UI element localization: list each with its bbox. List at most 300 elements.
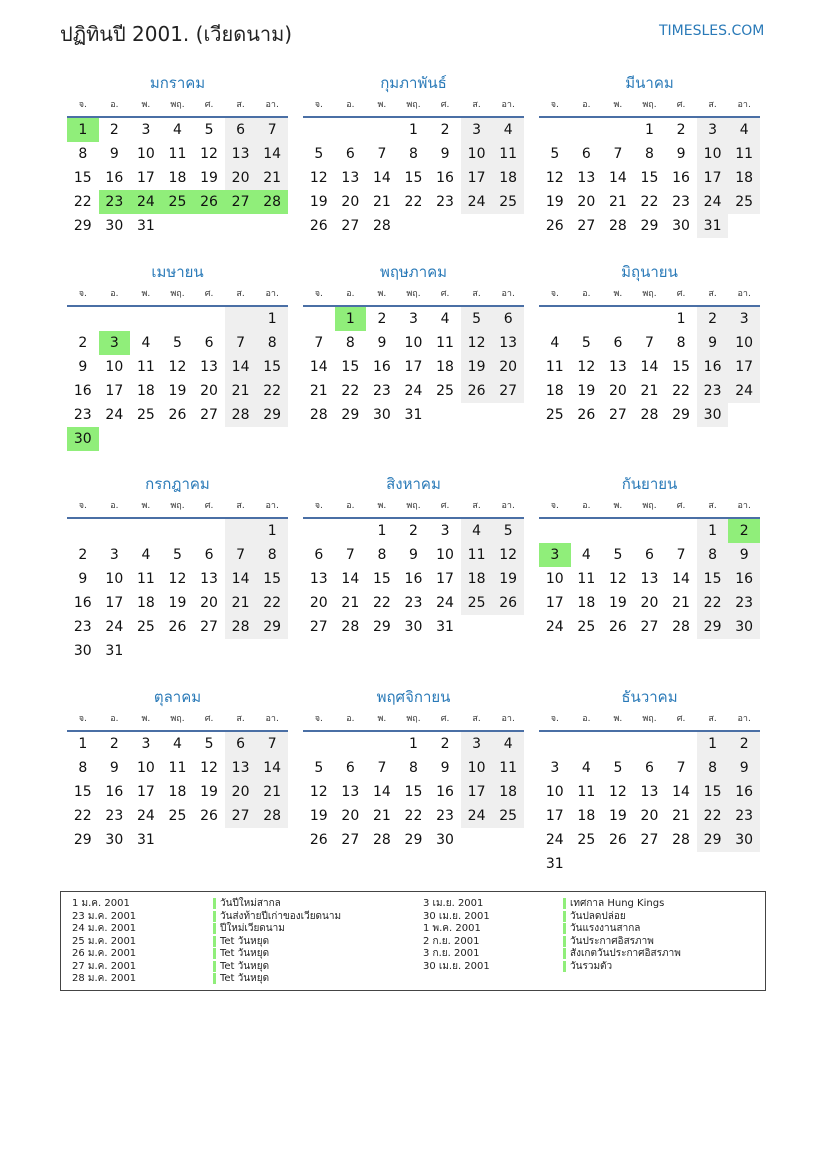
day-cell: 27 <box>577 218 596 234</box>
day-cell: 31 <box>136 832 155 848</box>
day-cell: 14 <box>225 567 257 591</box>
day-cell: 28 <box>672 832 690 848</box>
day-cell: 13 <box>492 331 524 355</box>
day-cell: 23 <box>436 194 454 210</box>
day-cell: 28 <box>225 615 257 639</box>
day-cell: 11 <box>492 142 524 166</box>
day-cell: 16 <box>672 170 690 186</box>
day-cell: 15 <box>372 571 391 587</box>
day-cell: 13 <box>577 170 596 186</box>
day-cell: 7 <box>256 732 288 756</box>
legend-dates-col1 <box>72 898 136 986</box>
day-cell: 24 <box>461 804 493 828</box>
legend-holiday-name: วันแรงงานสากล <box>563 923 640 934</box>
day-cell: 18 <box>168 784 187 800</box>
day-grid <box>303 519 524 639</box>
day-cell: 29 <box>73 832 92 848</box>
day-cell: 11 <box>136 359 155 375</box>
day-cell: 24 <box>105 619 124 635</box>
day-cell: 6 <box>314 547 324 563</box>
day-grid <box>539 519 760 639</box>
day-cell: 19 <box>492 567 524 591</box>
weekday-header <box>539 497 760 519</box>
day-cell: 22 <box>404 194 423 210</box>
weekday-label: อา. <box>265 501 279 511</box>
month-name: พฤศจิกายน <box>376 688 451 706</box>
day-cell: 25 <box>728 190 760 214</box>
weekday-label: พฤ. <box>642 501 657 511</box>
day-cell: 29 <box>697 615 729 639</box>
day-cell: 3 <box>99 331 131 355</box>
day-cell: 27 <box>608 407 627 423</box>
day-cell: 2 <box>78 547 88 563</box>
weekday-label: จ. <box>314 289 323 299</box>
day-cell: 18 <box>577 595 596 611</box>
day-cell: 30 <box>105 832 124 848</box>
day-cell: 15 <box>341 359 360 375</box>
empty-day <box>634 519 666 543</box>
day-cell: 8 <box>409 760 418 776</box>
day-cell: 7 <box>676 547 686 563</box>
day-cell: 29 <box>672 407 690 423</box>
empty-day <box>366 732 398 756</box>
day-cell: 10 <box>461 142 493 166</box>
day-cell: 31 <box>136 218 155 234</box>
empty-day <box>67 307 99 331</box>
month-name: ตุลาคม <box>153 688 202 706</box>
weekday-label: ศ. <box>204 501 214 511</box>
day-cell: 20 <box>309 595 328 611</box>
day-cell: 3 <box>539 543 571 567</box>
day-cell: 7 <box>613 146 623 162</box>
empty-day <box>539 732 571 756</box>
day-cell: 5 <box>613 547 623 563</box>
day-cell: 6 <box>345 760 355 776</box>
weekday-label: ศ. <box>440 501 450 511</box>
legend-holiday-date: 1 พ.ค. 2001 <box>423 923 481 934</box>
weekday-label: จ. <box>78 501 87 511</box>
weekday-label: พ. <box>377 501 387 511</box>
day-cell: 12 <box>608 571 627 587</box>
day-cell: 16 <box>697 355 729 379</box>
day-cell: 20 <box>341 194 360 210</box>
weekday-label: จ. <box>550 501 559 511</box>
day-cell: 17 <box>545 808 564 824</box>
day-cell: 25 <box>136 407 155 423</box>
day-cell: 4 <box>173 122 182 138</box>
day-cell: 16 <box>436 170 454 186</box>
legend-holiday-name: วันส่งท้ายปีเก่าของเวียดนาม <box>213 911 341 922</box>
day-cell: 30 <box>672 218 690 234</box>
day-cell: 3 <box>109 547 119 563</box>
day-cell: 14 <box>341 571 360 587</box>
day-cell: 8 <box>697 756 729 780</box>
day-cell: 11 <box>136 571 155 587</box>
day-cell: 8 <box>645 146 654 162</box>
legend-holiday-name: สังเกตวันประกาศอิสรภาพ <box>563 948 681 959</box>
day-cell: 14 <box>256 756 288 780</box>
day-cell: 29 <box>697 828 729 852</box>
legend-holiday-name: เทศกาล Hung Kings <box>563 898 664 909</box>
day-cell: 11 <box>577 784 596 800</box>
weekday-label: พฤ. <box>406 100 421 110</box>
legend-holiday-date: 26 ม.ค. 2001 <box>72 948 137 959</box>
day-cell: 30 <box>436 832 454 848</box>
weekday-label: ส. <box>236 289 245 299</box>
day-cell: 28 <box>256 804 288 828</box>
day-cell: 16 <box>372 359 391 375</box>
weekday-label: พฤ. <box>170 714 185 724</box>
day-cell: 19 <box>545 194 564 210</box>
day-cell: 25 <box>461 591 493 615</box>
day-grid <box>303 118 524 238</box>
day-cell: 16 <box>105 170 124 186</box>
day-cell: 1 <box>256 307 288 331</box>
month-block <box>303 471 524 639</box>
day-cell: 26 <box>168 619 187 635</box>
day-cell: 21 <box>256 780 288 804</box>
day-cell: 1 <box>335 307 367 331</box>
day-cell: 2 <box>409 523 418 539</box>
day-cell: 24 <box>545 619 564 635</box>
weekday-label: จ. <box>550 100 559 110</box>
day-cell: 20 <box>225 780 257 804</box>
month-name: ธันวาคม <box>621 688 678 706</box>
day-cell: 30 <box>728 615 760 639</box>
day-cell: 26 <box>608 619 627 635</box>
site-link[interactable]: TIMESLES.COM <box>659 23 765 39</box>
day-cell: 4 <box>173 736 182 752</box>
day-cell: 28 <box>372 832 391 848</box>
legend-holiday-date: 3 เม.ย. 2001 <box>423 898 484 909</box>
weekday-label: ศ. <box>204 289 214 299</box>
month-block <box>67 70 288 238</box>
day-grid <box>67 732 288 852</box>
day-cell: 16 <box>105 784 124 800</box>
day-cell: 2 <box>78 335 88 351</box>
day-cell: 3 <box>440 523 450 539</box>
day-cell: 10 <box>105 571 124 587</box>
day-cell: 19 <box>577 383 596 399</box>
weekday-label: พฤ. <box>170 501 185 511</box>
page-title: ปฏิทินปี 2001. (เวียดนาม) <box>60 22 293 46</box>
day-cell: 29 <box>73 218 92 234</box>
weekday-label: ศ. <box>204 100 214 110</box>
day-cell: 4 <box>141 547 151 563</box>
day-cell: 19 <box>168 595 187 611</box>
day-cell: 30 <box>697 403 729 427</box>
day-cell: 3 <box>141 122 151 138</box>
weekday-label: จ. <box>314 100 323 110</box>
weekday-label: พ. <box>613 100 623 110</box>
day-cell: 19 <box>200 170 218 186</box>
day-cell: 29 <box>256 403 288 427</box>
weekday-label: ส. <box>708 501 717 511</box>
day-cell: 23 <box>728 591 760 615</box>
day-cell: 22 <box>697 591 729 615</box>
weekday-header <box>303 285 524 307</box>
day-cell: 13 <box>608 359 627 375</box>
day-cell: 31 <box>105 643 124 659</box>
day-cell: 28 <box>372 218 391 234</box>
day-grid <box>539 732 760 876</box>
day-cell: 3 <box>461 732 493 756</box>
legend-holiday-name: วันประกาศอิสรภาพ <box>563 936 654 947</box>
month-block <box>303 70 524 238</box>
weekday-label: พฤ. <box>642 289 657 299</box>
day-cell: 28 <box>672 619 690 635</box>
day-cell: 23 <box>436 808 454 824</box>
weekday-header <box>539 710 760 732</box>
day-cell: 9 <box>440 146 450 162</box>
legend-names-col1 <box>213 898 341 986</box>
day-cell: 24 <box>728 379 760 403</box>
day-cell: 5 <box>613 760 623 776</box>
weekday-label: พ. <box>141 714 151 724</box>
month-name: มกราคม <box>149 74 206 92</box>
weekday-label: ส. <box>472 289 481 299</box>
day-cell: 5 <box>173 335 182 351</box>
weekday-label: อา. <box>737 501 751 511</box>
day-cell: 7 <box>314 335 324 351</box>
weekday-label: พ. <box>141 289 151 299</box>
legend-holiday-date: 28 ม.ค. 2001 <box>72 973 137 984</box>
day-cell: 21 <box>672 595 690 611</box>
legend-holiday-date: 23 ม.ค. 2001 <box>72 910 137 922</box>
empty-day <box>571 519 603 543</box>
empty-day <box>539 519 571 543</box>
empty-day <box>602 519 634 543</box>
day-cell: 14 <box>309 359 328 375</box>
day-cell: 16 <box>728 567 760 591</box>
weekday-label: พ. <box>613 714 623 724</box>
weekday-label: อ. <box>346 501 355 511</box>
day-cell: 14 <box>372 170 391 186</box>
day-cell: 1 <box>377 523 387 539</box>
day-cell: 21 <box>341 595 360 611</box>
day-cell: 4 <box>492 118 524 142</box>
day-grid <box>67 118 288 238</box>
day-cell: 18 <box>136 383 155 399</box>
day-cell: 2 <box>728 732 760 756</box>
weekday-label: จ. <box>78 100 87 110</box>
day-cell: 2 <box>109 736 119 752</box>
weekday-label: อ. <box>110 714 119 724</box>
day-cell: 17 <box>136 784 155 800</box>
day-cell: 28 <box>256 190 288 214</box>
legend-holiday-date: 1 ม.ค. 2001 <box>72 898 130 909</box>
day-cell: 3 <box>728 307 760 331</box>
day-grid <box>303 307 524 427</box>
day-cell: 30 <box>372 407 391 423</box>
day-cell: 20 <box>341 808 360 824</box>
empty-day <box>67 519 99 543</box>
day-cell: 20 <box>640 808 659 824</box>
day-cell: 21 <box>225 379 257 403</box>
day-cell: 28 <box>341 619 360 635</box>
empty-day <box>225 519 257 543</box>
day-cell: 9 <box>728 543 760 567</box>
weekday-label: พ. <box>377 100 387 110</box>
weekday-label: พ. <box>141 100 151 110</box>
day-cell: 17 <box>545 595 564 611</box>
day-cell: 16 <box>404 571 423 587</box>
day-cell: 15 <box>404 784 423 800</box>
day-cell: 30 <box>73 643 92 659</box>
day-cell: 19 <box>309 808 328 824</box>
day-cell: 14 <box>256 142 288 166</box>
empty-day <box>99 519 131 543</box>
day-cell: 5 <box>492 519 524 543</box>
day-cell: 21 <box>372 194 391 210</box>
weekday-header <box>67 497 288 519</box>
day-cell: 27 <box>225 190 257 214</box>
weekday-label: พ. <box>613 289 623 299</box>
month-name: กันยายน <box>621 475 678 493</box>
month-name: กุมภาพันธ์ <box>380 74 447 92</box>
weekday-header <box>303 497 524 519</box>
empty-day <box>634 732 666 756</box>
day-cell: 15 <box>697 780 729 804</box>
weekday-label: ศ. <box>440 100 450 110</box>
day-cell: 13 <box>200 359 218 375</box>
day-cell: 19 <box>309 194 328 210</box>
weekday-header <box>67 96 288 118</box>
weekday-label: อ. <box>346 100 355 110</box>
weekday-label: อ. <box>582 100 591 110</box>
weekday-label: ส. <box>472 501 481 511</box>
empty-day <box>225 307 257 331</box>
day-cell: 26 <box>461 379 493 403</box>
day-cell: 29 <box>404 832 423 848</box>
empty-day <box>602 307 634 331</box>
day-cell: 17 <box>461 780 493 804</box>
weekday-label: อา. <box>737 289 751 299</box>
day-cell: 25 <box>492 804 524 828</box>
day-cell: 25 <box>577 619 596 635</box>
empty-day <box>193 307 225 331</box>
empty-day <box>99 307 131 331</box>
day-cell: 22 <box>73 808 92 824</box>
day-cell: 30 <box>105 218 124 234</box>
day-cell: 10 <box>105 359 124 375</box>
day-cell: 19 <box>200 784 218 800</box>
day-cell: 8 <box>256 543 288 567</box>
day-cell: 11 <box>461 543 493 567</box>
day-cell: 26 <box>608 832 627 848</box>
day-cell: 24 <box>404 383 423 399</box>
day-cell: 24 <box>136 808 155 824</box>
month-block <box>539 471 760 639</box>
day-cell: 31 <box>697 214 729 238</box>
day-cell: 13 <box>640 784 659 800</box>
day-cell: 24 <box>130 190 162 214</box>
day-cell: 21 <box>640 383 659 399</box>
day-cell: 1 <box>67 118 99 142</box>
day-cell: 6 <box>645 547 654 563</box>
day-cell: 15 <box>672 359 690 375</box>
day-cell: 16 <box>73 383 92 399</box>
weekday-label: ศ. <box>440 289 450 299</box>
day-cell: 9 <box>78 571 88 587</box>
legend-holiday-name: Tet วันหยุด <box>213 948 269 959</box>
day-cell: 24 <box>461 190 493 214</box>
day-cell: 2 <box>676 122 686 138</box>
weekday-label: พ. <box>377 289 387 299</box>
empty-day <box>303 519 335 543</box>
day-cell: 19 <box>608 808 627 824</box>
weekday-label: จ. <box>550 289 559 299</box>
day-cell: 19 <box>608 595 627 611</box>
empty-day <box>539 307 571 331</box>
day-grid <box>539 118 760 238</box>
weekday-label: อ. <box>582 501 591 511</box>
day-cell: 9 <box>409 547 418 563</box>
day-cell: 7 <box>645 335 654 351</box>
day-cell: 23 <box>697 379 729 403</box>
day-cell: 26 <box>193 190 225 214</box>
legend-holiday-name: Tet วันหยุด <box>213 973 269 984</box>
legend-holiday-date: 24 ม.ค. 2001 <box>72 923 137 934</box>
day-cell: 27 <box>309 619 328 635</box>
month-block <box>539 70 760 238</box>
day-cell: 25 <box>492 190 524 214</box>
weekday-header <box>539 96 760 118</box>
day-cell: 11 <box>168 760 187 776</box>
weekday-label: ศ. <box>676 289 686 299</box>
weekday-label: อา. <box>265 714 279 724</box>
day-cell: 14 <box>640 359 659 375</box>
empty-day <box>571 307 603 331</box>
day-cell: 10 <box>728 331 760 355</box>
day-cell: 5 <box>173 547 182 563</box>
day-cell: 20 <box>608 383 627 399</box>
weekday-label: ศ. <box>676 714 686 724</box>
weekday-label: พ. <box>141 501 151 511</box>
day-cell: 8 <box>78 146 88 162</box>
holiday-legend <box>60 891 766 991</box>
day-cell: 2 <box>440 122 450 138</box>
day-cell: 22 <box>372 595 391 611</box>
day-cell: 1 <box>676 311 686 327</box>
weekday-label: จ. <box>550 714 559 724</box>
weekday-label: ส. <box>472 714 481 724</box>
day-cell: 10 <box>461 756 493 780</box>
day-cell: 16 <box>73 595 92 611</box>
legend-holiday-date: 30 เม.ย. 2001 <box>423 960 490 972</box>
day-cell: 9 <box>676 146 686 162</box>
day-cell: 6 <box>645 760 654 776</box>
month-block <box>67 471 288 663</box>
weekday-label: พ. <box>377 714 387 724</box>
day-cell: 12 <box>168 571 187 587</box>
day-cell: 15 <box>256 567 288 591</box>
day-cell: 26 <box>492 591 524 615</box>
day-cell: 22 <box>256 591 288 615</box>
day-cell: 5 <box>461 307 493 331</box>
day-cell: 10 <box>136 146 155 162</box>
day-cell: 10 <box>697 142 729 166</box>
weekday-label: อ. <box>346 289 355 299</box>
empty-day <box>366 118 398 142</box>
day-grid <box>67 519 288 663</box>
day-cell: 29 <box>256 615 288 639</box>
month-name: กรกฎาคม <box>145 475 210 493</box>
day-cell: 18 <box>436 359 454 375</box>
weekday-label: อา. <box>265 289 279 299</box>
day-cell: 8 <box>256 331 288 355</box>
month-block <box>303 684 524 852</box>
